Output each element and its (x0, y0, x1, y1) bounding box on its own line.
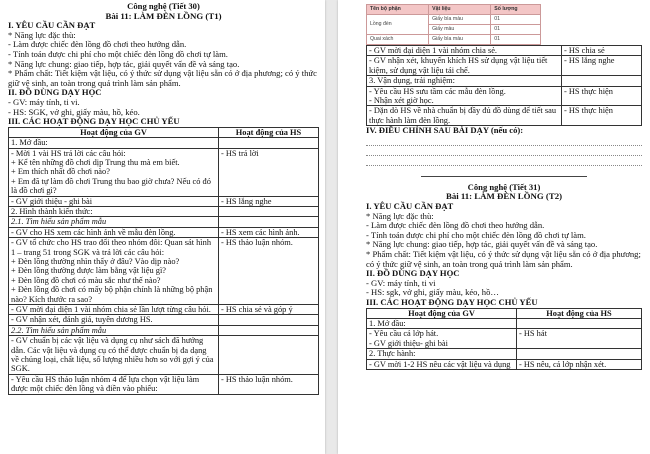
lesson-title: Bài 11: LÀM ĐÈN LỒNG (T1) (105, 10, 222, 21)
cell-hs (517, 318, 642, 328)
table-row (367, 318, 642, 328)
section-body (366, 212, 642, 270)
header-material: Vật liệu (429, 5, 491, 15)
table-row (9, 238, 319, 305)
header-qty: Số lượng (491, 5, 541, 15)
cell-material: Giấy màu (429, 25, 491, 35)
header-hs: Hoạt động của HS (219, 127, 319, 137)
lesson-title: Bài 11: LÀM ĐÈN LỒNG (T2) (445, 191, 563, 202)
table-body (367, 46, 642, 126)
table-header-row (367, 5, 541, 15)
header-hs: Hoạt động của HS (517, 308, 642, 318)
table-row (367, 15, 541, 25)
section-body (8, 31, 319, 89)
table-row (367, 46, 642, 56)
cell-gv: - GV mời đại diện 1 vài nhóm chia sẻ lần lượt từng câu hỏi. (9, 305, 219, 315)
section-body (366, 279, 642, 298)
cell-gv: - GV giới thiệu - ghi bài (9, 196, 219, 206)
table-row (9, 325, 319, 335)
materials-body (367, 15, 541, 45)
cell-hs: - HS nêu, cả lớp nhận xét. (517, 359, 642, 369)
cell-hs (219, 315, 319, 325)
table-row (367, 359, 642, 369)
section-title: I. YÊU CẦU CẦN ĐẠT (366, 201, 454, 212)
activity-table (366, 308, 642, 370)
text-line: - Làm được chiếc đèn lồng đồ chơi theo hướng dẫn. (366, 220, 545, 231)
cell-hs: - HS thảo luận nhóm. (219, 374, 319, 394)
table-body (367, 318, 642, 369)
cell-hs (219, 206, 319, 216)
text-line: - Tính toán được chi phí cho một chiếc đèn lồng đồ chơi tự làm. (8, 48, 228, 59)
cell-gv: - Yêu cầu cả lớp hát. - GV giới thiệu- ghi bài (367, 329, 517, 349)
cell-hs: - HS thảo luận nhóm. (219, 238, 319, 305)
cell-gv: - GV cho HS xem các hình ảnh về mẫu đèn lồng. (9, 227, 219, 237)
cell-gv: - Yêu cầu HS sưu tầm các mẫu đèn lồng. - Nhận xét giờ học. (367, 86, 562, 106)
cell-gv: - Yêu cầu HS thảo luận nhóm 4 để lựa chọn vật liệu làm được một chiếc đèn lồng và điền vào phiếu: (9, 374, 219, 394)
page-content (8, 2, 319, 395)
cell-gv: - GV tổ chức cho HS trao đổi theo nhóm đôi: Quan sát hình 1 – trang 51 trong SGK và trả lời các câu hỏi: + Đèn lồng thường nhìn thấy ở đâu? Vào dịp nào? + Đèn lồng thường được làm bằng vật liệu gì? + Đèn lồng đồ chơi có màu sắc như thế nào? + Đèn lồng đồ chơi có mấy bộ phận chính là những bộ phận nào? Kích thước ra sao? (9, 238, 219, 305)
activity-table (366, 45, 642, 126)
page-content (366, 4, 642, 370)
table-row (9, 196, 319, 206)
section-body (8, 98, 319, 117)
document-page-right (338, 0, 650, 454)
cell-gv: - Mời 1 vài HS trả lời các câu hỏi: + Kể tên những đồ chơi dịp Trung thu mà em biết. + Em thích nhất đồ chơi nào? + Em đã tự làm đồ chơi Trung thu bao giờ chưa? Nếu có đó là đồ chơi gì? (9, 148, 219, 196)
table-row (367, 349, 642, 359)
text-line: - HS: SGK, vở ghi, giấy màu, hồ, kéo. (8, 106, 140, 117)
cell-gv: 1. Mở đầu: (367, 318, 517, 328)
table-row (9, 374, 319, 394)
table-body (9, 138, 319, 395)
cell-qty: 01 (491, 15, 541, 25)
table-header-row (9, 127, 319, 137)
blank-line (366, 156, 642, 166)
cell-hs (219, 336, 319, 375)
cell-gv: 2.2. Tìm hiểu sản phẩm mẫu (9, 325, 219, 335)
section-title: III. CÁC HOẠT ĐỘNG DẠY HỌC CHỦ YẾU (8, 116, 180, 127)
cell-material: Giấy bìa màu (429, 15, 491, 25)
cell-qty: 01 (491, 35, 541, 45)
materials-table (366, 4, 541, 45)
cell-part: Quai xách (367, 35, 429, 45)
text-line: - GV: máy tính, ti vi. (8, 96, 80, 107)
cell-gv: - GV mời đại diện 1 vài nhóm chia sẻ. (367, 46, 562, 56)
table-row (9, 148, 319, 196)
table-row (367, 56, 642, 76)
table-header-row (367, 308, 642, 318)
table-row (9, 206, 319, 216)
header-gv: Hoạt động của GV (367, 308, 517, 318)
cell-hs (562, 76, 642, 86)
table-row (9, 305, 319, 315)
text-line: * Năng lực đặc thù: (8, 29, 76, 40)
table-row (9, 336, 319, 375)
cell-gv: - Dặn dò HS về nhà chuẩn bị đầy đủ đồ dùng để tiết sau thực hành làm đèn lồng. (367, 106, 562, 126)
cell-material: Giấy bìa màu (429, 35, 491, 45)
cell-gv: 2.1. Tìm hiểu sản phẩm mẫu (9, 217, 219, 227)
table-row (9, 315, 319, 325)
cell-hs (219, 138, 319, 148)
cell-gv: - GV nhận xét, đánh giá, tuyên dương HS. (9, 315, 219, 325)
blank-line (366, 146, 642, 156)
cell-hs (219, 325, 319, 335)
cell-gv: - GV mời 1-2 HS nêu các vật liệu và dụng (367, 359, 517, 369)
cell-hs: - HS xem các hình ảnh. (219, 227, 319, 237)
table-row (367, 76, 642, 86)
cell-hs (219, 217, 319, 227)
cell-gv: 3. Vận dụng, trải nghiệm: (367, 76, 562, 86)
text-line: - HS: sgk, vở ghi, giấy màu, kéo, hồ… (366, 287, 499, 298)
text-line: * Phẩm chất: Tiết kiệm vật liệu, có ý thức sử dụng vật liệu sẵn có ở địa phương; có ý thức giữ vệ sinh, an toàn trong quá trình làm sản phẩm. (366, 249, 641, 269)
section-title: II. ĐỒ DÙNG DẠY HỌC (8, 87, 102, 98)
cell-hs: - HS lắng nghe (219, 196, 319, 206)
text-line: - GV: máy tính, ti vi (366, 277, 436, 288)
cell-hs (517, 349, 642, 359)
cell-gv: - GV chuẩn bị các vật liệu và dụng cụ như sách đã hướng dẫn. Các vật liệu và dụng cụ có thể được chuẩn bị đa dạng về chủng loại, chất liệu, số lượng nhiều hơn so với gợi ý của SGK. (9, 336, 219, 375)
table-row (367, 106, 642, 126)
cell-hs: - HS thực hiện (562, 106, 642, 126)
table-row (367, 86, 642, 106)
section-title: I. YÊU CẦU CẦN ĐẠT (8, 20, 96, 31)
text-line: * Năng lực chung: giao tiếp, hợp tác, giải quyết vấn đề và sáng tạo. (366, 239, 598, 250)
cell-gv: 1. Mở đầu: (9, 138, 219, 148)
activity-table (8, 127, 319, 395)
section-title: II. ĐỒ DÙNG DẠY HỌC (366, 268, 460, 279)
cell-hs: - HS lắng nghe (562, 56, 642, 76)
table-row (367, 329, 642, 349)
cell-hs: - HS hát (517, 329, 642, 349)
cell-hs: - HS chia sẻ (562, 46, 642, 56)
cell-gv: 2. Thực hành: (367, 349, 517, 359)
cell-gv: 2. Hình thành kiến thức: (9, 206, 219, 216)
lesson-header: Công nghệ (Tiết 31) (467, 181, 541, 192)
cell-qty: 01 (491, 25, 541, 35)
table-row (9, 227, 319, 237)
header-part: Tên bộ phận (367, 5, 429, 15)
text-line: - Tính toán được chi phí cho một chiếc đèn lồng đồ chơi tự làm. (366, 229, 586, 240)
cell-hs: - HS trả lời (219, 148, 319, 196)
cell-part: Lồng đèn (367, 15, 429, 35)
text-line: - Làm được chiếc đèn lồng đồ chơi theo hướng dẫn. (8, 39, 187, 50)
section-title: IV. ĐIỀU CHỈNH SAU BÀI DẠY (nếu có): (366, 125, 524, 136)
table-row (9, 217, 319, 227)
section-title: III. CÁC HOẠT ĐỘNG DẠY HỌC CHỦ YẾU (366, 296, 538, 307)
blank-line (366, 136, 642, 146)
cell-hs: - HS thực hiện (562, 86, 642, 106)
divider (421, 176, 587, 177)
text-line: * Năng lực đặc thù: (366, 210, 434, 221)
text-line: * Phẩm chất: Tiết kiệm vật liệu, có ý thức sử dụng vật liệu sẵn có ở địa phương; có ý thức giữ vệ sinh, an toàn trong quá trình làm sản phẩm. (8, 68, 317, 88)
lesson-header: Công nghệ (Tiết 30) (127, 1, 200, 11)
table-row (367, 35, 541, 45)
table-row (9, 138, 319, 148)
text-line: * Năng lực chung: giao tiếp, hợp tác, giải quyết vấn đề và sáng tạo. (8, 58, 240, 69)
cell-hs: - HS chia sẻ và góp ý (219, 305, 319, 315)
header-gv: Hoạt động của GV (9, 127, 219, 137)
cell-gv: - GV nhận xét, khuyến khích HS sử dụng vật liệu tiết kiệm, sử dụng vật liệu tái chế. (367, 56, 562, 76)
